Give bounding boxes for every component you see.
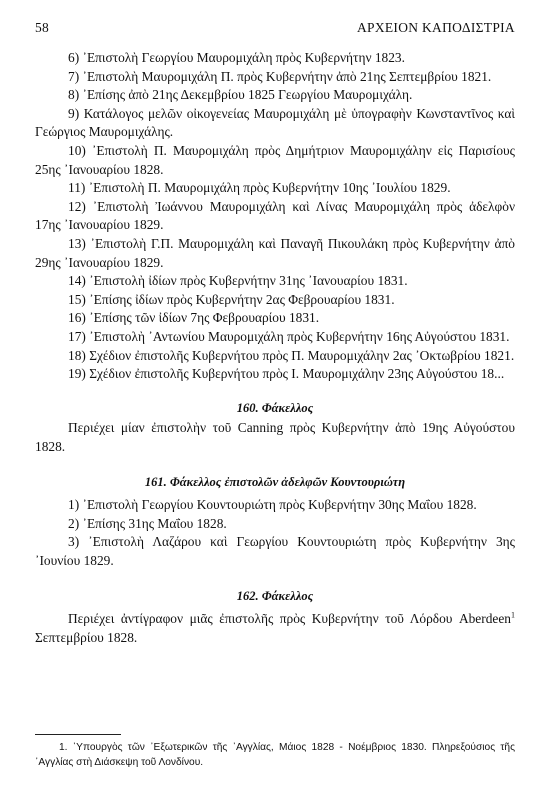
list-item: 19) Σχέδιον ἐπιστολῆς Κυβερνήτου πρὸς Ι. Μαυρομιχάλην 23ης Αὐγούστου 18...	[68, 366, 505, 382]
list-item: 13) ᾿Επιστολὴ Γ.Π. Μαυρομιχάλη καὶ Παναγῆ Πικουλάκη πρὸς Κυβερνήτην ἀπὸ 29ης ᾿Ιανουαρίου 1829.	[35, 235, 515, 270]
list-item: 6) ᾿Επιστολὴ Γεωργίου Μαυρομιχάλη πρὸς Κυβερνήτην 1823.	[68, 50, 405, 65]
section-162-text-main: Περιέχει ἀντίγραφον μιᾶς ἐπιστολῆς πρὸς Κυβερνήτην τοῦ Λόρδου Aberdeen	[68, 611, 511, 627]
list-item: 18) Σχέδιον ἐπιστολῆς Κυβερνήτου πρὸς Π. Μαυρομιχάλην 2ας ᾿Οκτωβρίου 1821.	[68, 347, 515, 363]
section-162-text	[35, 610, 515, 647]
list-item: 15) ᾿Επίσης ἰδίων πρὸς Κυβερνήτην 2ας Φεβρουαρίου 1831.	[68, 291, 395, 307]
list-item: 14) ᾿Επιστολὴ ἰδίων πρὸς Κυβερνήτην 31ης ᾿Ιανουαρίου 1831.	[68, 273, 408, 289]
section-heading-161: 161. Φάκελλος ἐπιστολῶν ἀδελφῶν Κουντουριώτη	[144, 475, 406, 490]
footnote	[35, 740, 515, 770]
list-item: 12) ᾿Επιστολὴ Ἰωάννου Μαυρομιχάλη καὶ Λίνας Μαυρομιχάλη πρὸς ἀδελφὸν 17ης ᾿Ιανουαρίου 1829.	[35, 198, 515, 233]
list-item: 7) ᾿Επιστολὴ Μαυρομιχάλη Π. πρὸς Κυβερνήτην ἀπὸ 21ης Σεπτεμβρίου 1821.	[68, 68, 492, 84]
section-160-text: Περιέχει μίαν ἐπιστολὴν τοῦ Canning πρὸς Κυβερνήτην ἀπὸ 19ης Αὐγούστου 1828.	[35, 420, 515, 454]
list-item: 8) ᾿Επίσης ἀπὸ 21ης Δεκεμβρίου 1825 Γεωργίου Μαυρομιχάλη.	[68, 87, 413, 103]
page-number: 58	[35, 20, 50, 35]
section-heading-160: 160. Φάκελλος	[236, 400, 314, 415]
footnote-text: 1. ῾Υπουργὸς τῶν ᾿Εξωτερικῶν τῆς ᾿Αγγλίας, Μάιος 1828 - Νοέμβριος 1830. Πληρεξούσιος τῆς ᾿Αγγλίας στὴ Διάσκεψη τοῦ Λονδίνου.	[35, 742, 515, 768]
list-item: 9) Κατάλογος μελῶν οἰκογενείας Μαυρομιχάλη μὲ ὑπογραφὴν Κωνσταντῖνος καὶ Γεώργιος Μαυρομιχάλης.	[35, 105, 515, 140]
list-item: 3) ᾿Επιστολὴ Λαζάρου καὶ Γεωργίου Κουντουριώτη πρὸς Κυβερνήτην 3ης ᾿Ιουνίου 1829.	[35, 534, 515, 568]
section-162-text-end: Σεπτεμβρίου 1828.	[35, 629, 138, 645]
footnote-divider	[35, 734, 121, 735]
document-body	[35, 49, 515, 647]
running-title: ΑΡΧΕΙΟΝ ΚΑΠΟΔΙΣΤΡΙΑ	[356, 20, 515, 35]
list-item: 16) ᾿Επίσης τῶν ἰδίων 7ης Φεβρουαρίου 1831.	[68, 310, 320, 326]
list-item: 11) ᾿Επιστολὴ Π. Μαυρομιχάλη πρὸς Κυβερνήτην 10ης ᾿Ιουλίου 1829.	[68, 180, 451, 196]
section-heading-162: 162. Φάκελλος	[236, 589, 314, 604]
running-header	[35, 20, 515, 38]
footnote-reference[interactable]: 1	[511, 610, 515, 620]
list-item: 17) ᾿Επιστολὴ ᾿Αντωνίου Μαυρομιχάλη πρὸς Κυβερνήτην 16ης Αὐγούστου 1831.	[68, 328, 510, 344]
list-item: 2) ᾿Επίσης 31ης Μαΐου 1828.	[68, 515, 227, 531]
list-item: 10) ᾿Επιστολὴ Π. Μαυρομιχάλη πρὸς Δημήτριον Μαυρομιχάλην εἰς Παρισίους 25ης ᾿Ιανουαρίου 1828.	[35, 142, 515, 177]
list-item: 1) ᾿Επιστολὴ Γεωργίου Κουντουριώτη πρὸς Κυβερνήτην 30ης Μαΐου 1828.	[68, 497, 477, 513]
